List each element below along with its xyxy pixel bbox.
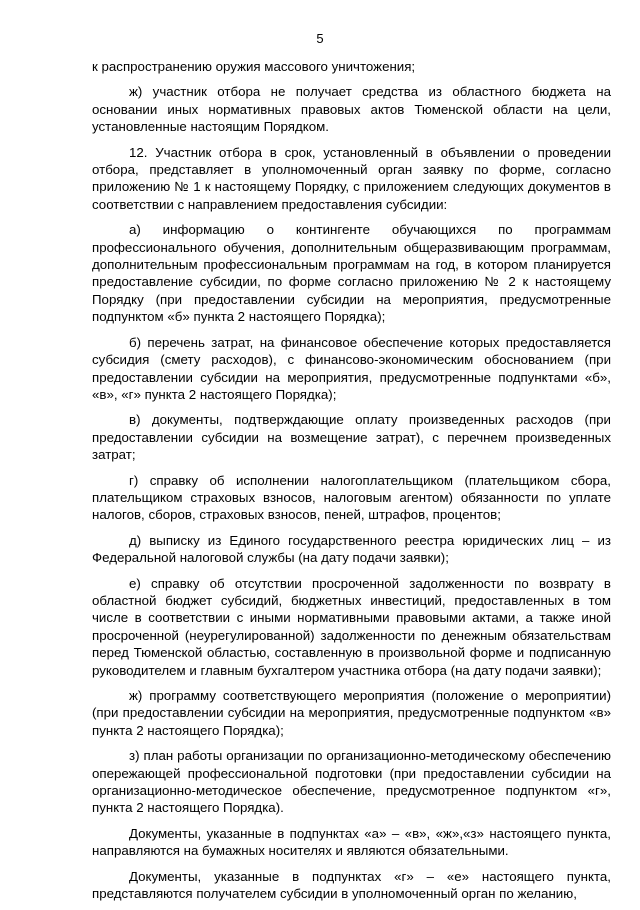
paragraph-clause-12: 12. Участник отбора в срок, установленный в объявлении о проведении отбора, представляет в уполномоченный орган заявку по форме, согласно приложению № 1 к настоящему Порядку, с приложением следующих документов в соответствии с направлением предоставления субсидии:	[92, 144, 611, 212]
paragraph-continuation: к распространению оружия массового уничтожения;	[92, 59, 416, 74]
paragraph-item-e: е) справку об отсутствии просроченной задолженности по возврату в областной бюджет субсидий, бюджетных инвестиций, предоставленных в том числе в соответствии с иными нормативными правовыми актами, а также иной просроченной (неурегулированной) задолженности по денежным обязательствам перед Тюменской областью, составленную в произвольной форме и подписанную руководителем и главным бухгалтером участника отбора (на дату подачи заявки);	[92, 575, 611, 678]
page-number: 5	[316, 31, 324, 46]
paragraph-item-b: б) перечень затрат, на финансовое обеспечение которых предоставляется субсидия (смету расходов), с финансово-экономическим обоснованием (при предоставлении субсидии на мероприятия, предусмотренные подпунктами «б», «в», «г» пункта 2 настоящего Порядка);	[92, 334, 611, 402]
paragraph-item-zh: ж) участник отбора не получает средства из областного бюджета на основании иных нормативных правовых актов Тюменской области на цели, установленные настоящим Порядком.	[92, 84, 611, 135]
paragraph-item-v: в) документы, подтверждающие оплату произведенных расходов (при предоставлении субсидии на возмещение затрат), с перечнем произведенных затрат;	[92, 412, 611, 463]
paragraph-documents-mandatory: Документы, указанные в подпунктах «а» – «в», «ж»,«з» настоящего пункта, направляются на бумажных носителях и являются обязательными.	[92, 825, 611, 859]
paragraph-item-zh-program: ж) программу соответствующего мероприятия (положение о мероприятии) (при предоставлении субсидии на мероприятия, предусмотренные подпунктом «в» пункта 2 настоящего Порядка);	[92, 688, 611, 738]
paragraph-item-a: а) информацию о контингенте обучающихся по программам профессионального обучения, дополнительным общеразвивающим программам, дополнительным профессиональным программам на год, в котором планируется предоставление субсидии, по форме согласно приложению № 2 к настоящему Порядку (при предоставлении субсидии на мероприятия, предусмотренные подпунктом «б» пункта 2 настоящего Порядка);	[92, 222, 611, 325]
paragraph-item-d: д) выписку из Единого государственного реестра юридических лиц – из Федеральной налоговой службы (на дату подачи заявки);	[92, 532, 611, 566]
paragraph-item-g: г) справку об исполнении налогоплательщиком (плательщиком сбора, плательщиком страховых взносов, налоговым агентом) обязанности по уплате налогов, сборов, страховых взносов, пеней, штрафов, процентов;	[92, 472, 611, 523]
paragraph-item-z: з) план работы организации по организационно-методическому обеспечению опережающей профессиональной подготовки (при предоставлении субсидии на организационно-методическое обеспечение, предусмотренное подпунктом «г», пункта 2 настоящего Порядка).	[92, 748, 611, 816]
paragraph-documents-optional: Документы, указанные в подпунктах «г» – «е» настоящего пункта, представляются получателем субсидии в уполномоченный орган по желанию,	[92, 868, 611, 902]
document-body	[92, 58, 611, 910]
